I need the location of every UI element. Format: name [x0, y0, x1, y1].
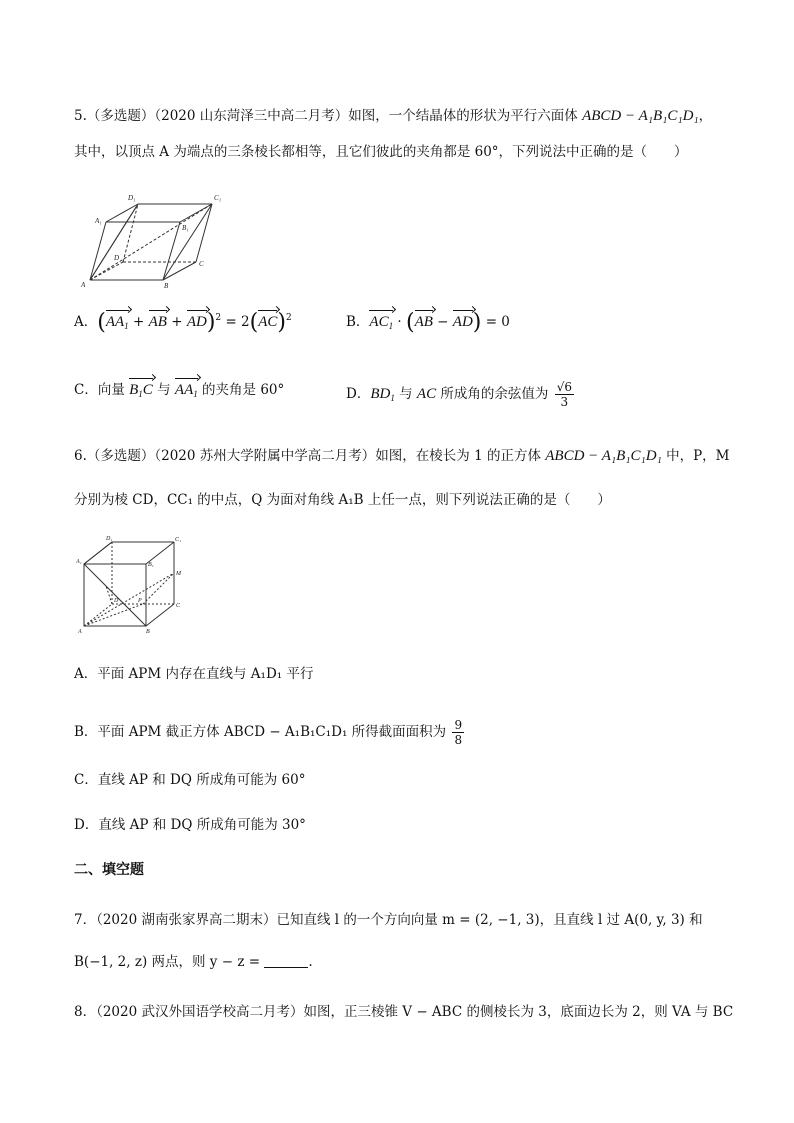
q6-frac-den: 8	[454, 733, 463, 747]
q6-label-B: B	[146, 629, 150, 635]
q5-option-b-label: B．	[346, 314, 370, 330]
q7-line2	[74, 952, 313, 972]
q6-cube-figure	[76, 536, 188, 636]
q5-label-A: A	[81, 281, 86, 289]
q6-label-D1: D₁	[106, 536, 113, 542]
q5-punct: ，	[698, 108, 713, 124]
q5-label-C1: C₁	[214, 194, 222, 202]
q6-line1	[74, 446, 730, 466]
q6-frac-num: 9	[454, 718, 463, 732]
q5-line2: 其中，以顶点 A 为端点的三条棱长都相等，且它们彼此的夹角都是 60°，下列说法中正确的是（ ）	[74, 144, 688, 160]
q7-line2-end: .	[308, 954, 313, 970]
q5-label-D: D	[114, 254, 120, 262]
q8-line1: 8．（2020 武汉外国语学校高二月考）如图，正三棱锥 V − ABC 的侧棱长为 3，底面边长为 2，则 VA 与 BC	[74, 1004, 734, 1020]
q6-label-P: P	[138, 598, 142, 604]
q6-option-b	[74, 718, 466, 747]
q6-line2: 分别为棱 CD，CC₁ 的中点，Q 为面对角线 A₁B 上任一点，则下列说法正确的是（ ）	[74, 492, 611, 508]
q5-label-B: B	[164, 282, 169, 290]
q5-parallelepiped-figure	[78, 186, 228, 290]
q6-label-C1: C₁	[175, 537, 182, 543]
q6-option-b-fraction	[452, 718, 464, 747]
q5-stem-text: 5.（多选题）（2020 山东菏泽三中高二月考）如图，一个结晶体的形状为平行六面体	[74, 108, 583, 124]
q6-label-A1: A₁	[76, 559, 82, 565]
q5-option-d-end: 所成角的余弦值为	[436, 386, 549, 402]
q7-line1: 7．（2020 湖南张家界高二期末）已知直线 l 的一个方向向量 m = (2, −1, 3)，且直线 l 过 A(0, y, 3) 和	[74, 912, 703, 928]
q5-option-c-end: 的夹角是 60°	[197, 382, 285, 398]
q6-label-M: M	[176, 571, 181, 577]
q5-option-b-rhs: = 0	[485, 314, 510, 330]
q6-option-a: A．平面 APM 内存在直线与 A₁D₁ 平行	[74, 666, 314, 682]
q6-option-b-text: B．平面 APM 截正方体 ABCD − A₁B₁C₁D₁ 所得截面面积为	[74, 724, 447, 740]
q6-stem-end: 中，P，M	[661, 448, 730, 464]
q5-label-A1: A₁	[95, 217, 102, 225]
q6-label-B1: B₁	[148, 562, 154, 568]
q5-option-d-mid: 与	[394, 386, 417, 402]
q5-solid-name: ABCD − A₁B₁C₁D₁	[582, 108, 699, 124]
q5-option-b: B．$AC_1 \cdot (AB - AD) = 0$	[346, 310, 510, 335]
q5-label-C: C	[199, 260, 204, 268]
q5-option-a: A．($AA_1$ + AB + AD)$^2$ = 2(AC)$^2$	[74, 310, 292, 335]
q5-option-c-label: C．向量	[74, 382, 130, 398]
q7-answer-blank[interactable]	[264, 953, 308, 968]
q6-option-c: C．直线 AP 和 DQ 所成角可能为 60°	[74, 772, 306, 788]
q5-option-d-label: D．	[346, 386, 371, 402]
q5-frac-den: 3	[560, 395, 569, 409]
section-title-fill-in: 二、填空题	[74, 862, 144, 878]
q5-option-c: C．向量 $B_1C$ 与 $AA_1$ 的夹角是 60°	[74, 382, 285, 399]
q6-solid-name: ABCD − A₁B₁C₁D₁	[545, 448, 662, 464]
q6-option-d: D．直线 AP 和 DQ 所成角可能为 30°	[74, 817, 306, 833]
q7-line2-text: B(−1, 2, z) 两点，则 y − z =	[74, 954, 261, 970]
q6-label-D: D	[114, 598, 119, 604]
q5-option-a-label: A．	[74, 314, 98, 330]
q5-label-B1: B₁	[182, 224, 189, 232]
q5-option-d-fraction	[555, 380, 574, 409]
q6-stem-text: 6.（多选题）（2020 苏州大学附属中学高二月考）如图，在棱长为 1 的正方体	[74, 448, 546, 464]
q6-label-A: A	[78, 629, 82, 635]
q5-label-D1: D₁	[128, 194, 136, 202]
q6-label-C: C	[176, 603, 181, 609]
q5-frac-num: √6	[556, 380, 572, 394]
q5-option-d: D．$BD_1$ 与 AC 所成角的余弦值为 $\frac{√6}{3}$	[346, 380, 572, 409]
q5-line1	[74, 106, 712, 126]
q5-option-a-rhs: = 2	[225, 314, 250, 330]
q5-option-c-mid: 与	[152, 382, 175, 398]
